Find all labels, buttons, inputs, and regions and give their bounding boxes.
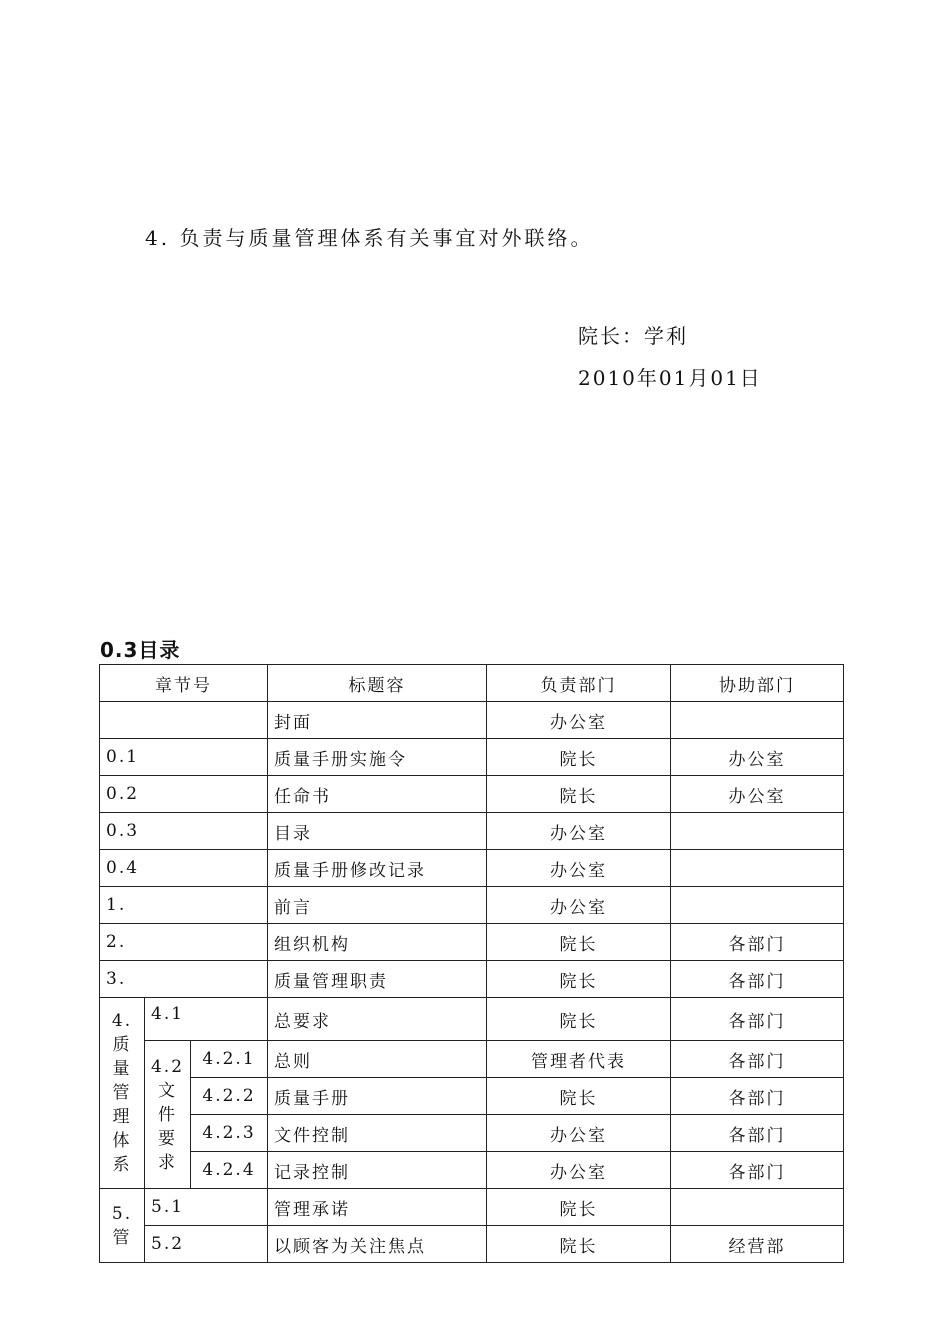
row-dept: 院长 xyxy=(487,1189,671,1226)
table-row xyxy=(100,1078,844,1115)
header-assist: 协助部门 xyxy=(671,665,844,702)
row-title: 任命书 xyxy=(268,776,487,813)
row-title: 质量手册实施令 xyxy=(268,739,487,776)
row-num: 2. xyxy=(100,924,268,961)
row-num: 5.2 xyxy=(145,1226,268,1263)
table-row xyxy=(100,887,844,924)
section-5-char: 5. xyxy=(111,1203,133,1224)
row-title: 封面 xyxy=(268,702,487,739)
row-assist: 各部门 xyxy=(671,924,844,961)
section-5-label xyxy=(100,1189,145,1263)
toc-heading: 0.3目录 xyxy=(100,638,181,662)
row-assist: 各部门 xyxy=(671,998,844,1041)
row-dept: 院长 xyxy=(487,1078,671,1115)
row-dept: 院长 xyxy=(487,924,671,961)
row-dept: 院长 xyxy=(487,998,671,1041)
row-num xyxy=(100,702,268,739)
table-row xyxy=(100,1041,844,1078)
section-4-label xyxy=(100,998,145,1189)
row-assist xyxy=(671,702,844,739)
row-assist xyxy=(671,813,844,850)
section-4-char: 4. xyxy=(111,1011,133,1031)
header-chapter: 章节号 xyxy=(100,665,268,702)
row-title: 质量手册 xyxy=(268,1078,487,1115)
row-assist xyxy=(671,1189,844,1226)
row-dept: 办公室 xyxy=(487,813,671,850)
row-assist: 办公室 xyxy=(671,739,844,776)
row-assist: 各部门 xyxy=(671,1152,844,1189)
row-dept: 院长 xyxy=(487,739,671,776)
table-row xyxy=(100,1226,844,1263)
section-4-char: 系 xyxy=(112,1155,132,1175)
section-4-char: 质 xyxy=(112,1035,132,1055)
row-num: 3. xyxy=(100,961,268,998)
row-title: 前言 xyxy=(268,887,487,924)
row-assist: 各部门 xyxy=(671,1041,844,1078)
table-row xyxy=(100,1115,844,1152)
section-5-char: 管 xyxy=(112,1227,132,1248)
section-4-char: 理 xyxy=(112,1107,132,1127)
table-row xyxy=(100,739,844,776)
row-num: 0.3 xyxy=(100,813,268,850)
signature-title: 院长：学利 xyxy=(578,324,688,348)
row-title: 以顾客为关注焦点 xyxy=(268,1226,487,1263)
row-num: 5.1 xyxy=(145,1189,268,1226)
row-assist: 经营部 xyxy=(671,1226,844,1263)
row-title: 记录控制 xyxy=(268,1152,487,1189)
row-dept: 院长 xyxy=(487,961,671,998)
row-num: 4.2.4 xyxy=(191,1152,268,1189)
table-row xyxy=(100,998,844,1041)
subsection-4-2-char: 文 xyxy=(158,1080,177,1101)
row-num: 4.2.1 xyxy=(191,1041,268,1078)
row-dept: 办公室 xyxy=(487,1152,671,1189)
row-dept: 办公室 xyxy=(487,702,671,739)
row-num: 4.2.2 xyxy=(191,1078,268,1115)
row-assist: 各部门 xyxy=(671,961,844,998)
row-title: 总要求 xyxy=(268,998,487,1041)
row-dept: 办公室 xyxy=(487,887,671,924)
header-dept: 负责部门 xyxy=(487,665,671,702)
row-assist xyxy=(671,887,844,924)
row-num: 0.2 xyxy=(100,776,268,813)
table-row xyxy=(100,924,844,961)
row-assist xyxy=(671,850,844,887)
table-row xyxy=(100,961,844,998)
row-title: 组织机构 xyxy=(268,924,487,961)
table-row xyxy=(100,813,844,850)
toc-table xyxy=(99,664,844,1263)
row-title: 总则 xyxy=(268,1041,487,1078)
row-title: 管理承诺 xyxy=(268,1189,487,1226)
row-title: 质量管理职责 xyxy=(268,961,487,998)
row-assist: 办公室 xyxy=(671,776,844,813)
row-dept: 办公室 xyxy=(487,850,671,887)
table-header-row xyxy=(100,665,844,702)
row-num: 0.4 xyxy=(100,850,268,887)
row-num: 0.1 xyxy=(100,739,268,776)
subsection-4-2-char: 4.2 xyxy=(150,1056,185,1077)
section-4-char: 量 xyxy=(112,1059,132,1079)
table-row xyxy=(100,850,844,887)
subsection-4-2-char: 件 xyxy=(158,1104,177,1125)
section-4-char: 管 xyxy=(112,1083,132,1103)
row-title: 文件控制 xyxy=(268,1115,487,1152)
row-title: 目录 xyxy=(268,813,487,850)
subsection-4-2-char: 要 xyxy=(158,1128,177,1149)
row-assist: 各部门 xyxy=(671,1078,844,1115)
table-row xyxy=(100,702,844,739)
row-dept: 院长 xyxy=(487,1226,671,1263)
table-row xyxy=(100,1189,844,1226)
row-title: 质量手册修改记录 xyxy=(268,850,487,887)
row-dept: 办公室 xyxy=(487,1115,671,1152)
signature-date: 2010年01月01日 xyxy=(578,366,762,390)
table-row xyxy=(100,1152,844,1189)
table-row xyxy=(100,776,844,813)
row-dept: 院长 xyxy=(487,776,671,813)
subsection-4-2-char: 求 xyxy=(158,1152,177,1173)
subsection-4-2-label xyxy=(145,1041,191,1189)
paragraph-item-4: 4. 负责与质量管理体系有关事宜对外联络。 xyxy=(145,226,594,250)
row-assist: 各部门 xyxy=(671,1115,844,1152)
row-num: 1. xyxy=(100,887,268,924)
row-dept: 管理者代表 xyxy=(487,1041,671,1078)
header-title: 标题容 xyxy=(268,665,487,702)
row-num: 4.2.3 xyxy=(191,1115,268,1152)
row-num: 4.1 xyxy=(145,998,268,1041)
section-4-char: 体 xyxy=(112,1131,132,1151)
